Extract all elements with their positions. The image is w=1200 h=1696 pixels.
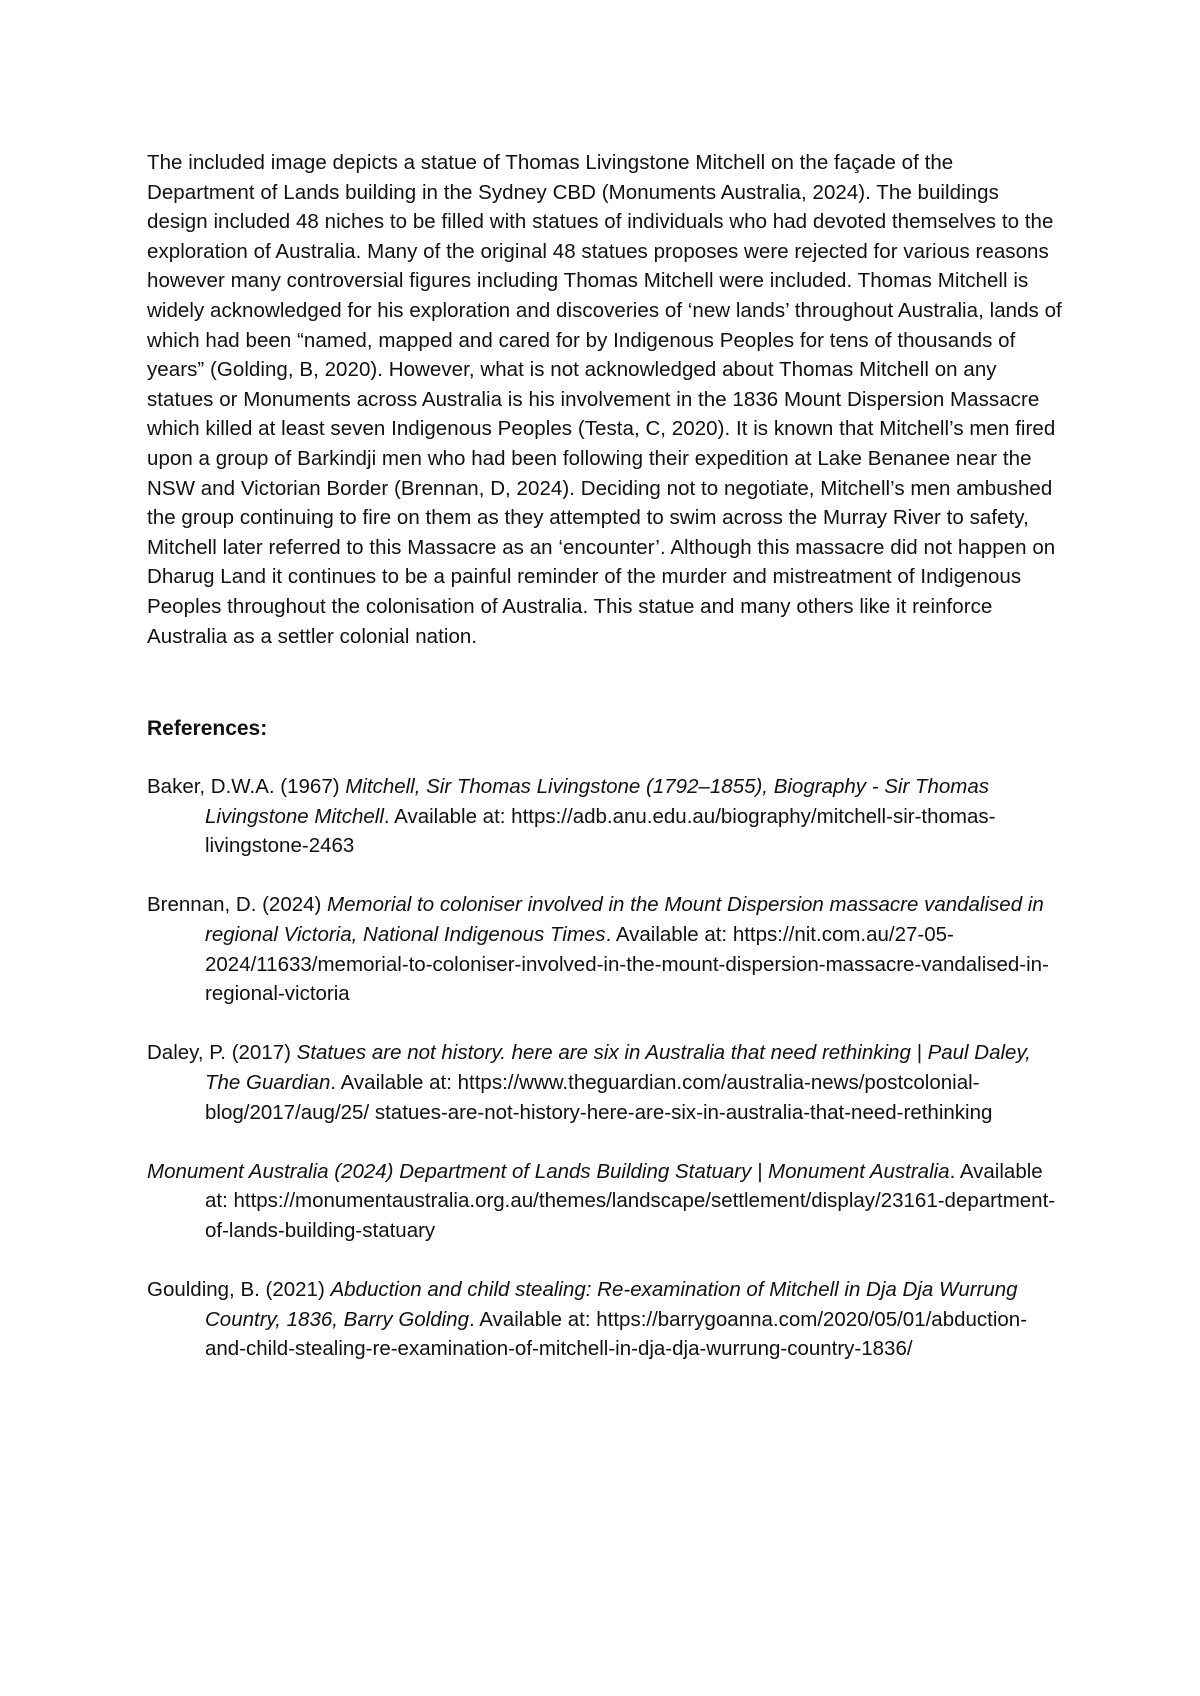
references-list — [147, 772, 1062, 1364]
reference-author: Baker, D.W.A. (1967) — [147, 775, 346, 799]
reference-item-goulding — [147, 1275, 1062, 1364]
document-content — [147, 148, 1062, 1394]
reference-availability: . Available at: https://adb.anu.edu.au/biography/mitchell-sir-thomas-livingstone-2463 — [205, 804, 996, 858]
reference-availability: . Available at: https://monumentaustralia.org.au/themes/landscape/settlement/display/23161-department-of-lands-building-statuary — [205, 1159, 1056, 1242]
reference-availability: . Available at: https://www.theguardian.com/australia-news/postcolonial-blog/2017/aug/25/ statues-are-not-history-here-are-six-in-australia-that-need-rethinking — [205, 1071, 993, 1124]
reference-title: Abduction and child stealing: Re-examination of Mitchell in Dja Dja Wurrung Country, 1836, Barry Golding — [205, 1278, 1018, 1331]
reference-title: Mitchell, Sir Thomas Livingstone (1792–1855), Biography - Sir Thomas Livingstone Mitchell — [205, 775, 990, 828]
reference-title: Statues are not history. here are six in Australia that need rethinking | Paul Daley, The Guardian — [205, 1041, 1031, 1095]
reference-title: Memorial to coloniser involved in the Mount Dispersion massacre vandalised in regional Victoria, National Indigenous Times — [205, 893, 1044, 947]
reference-author: Daley, P. (2017) — [147, 1041, 297, 1065]
reference-availability: . Available at: https://barrygoanna.com/2020/05/01/abduction-and-child-stealing-re-examination-of-mitchell-in-dja-dja-wurrung-country-1836/ — [205, 1307, 1028, 1361]
body-paragraph: The included image depicts a statue of Thomas Livingstone Mitchell on the façade of the Department of Lands building in the Sydney CBD (Monuments Australia, 2024). The buildings design included 48 niches to be filled with statues of individuals who had devoted themselves to the exploration of Australia. Many of the original 48 statues proposes were rejected for various reasons however many controversial figures including Thomas Mitchell were included. Thomas Mitchell is widely acknowledged for his exploration and discoveries of ‘new lands’ throughout Australia, lands of which had been “named, mapped and cared for by Indigenous Peoples for tens of thousands of years” (Golding, B, 2020). However, what is not acknowledged about Thomas Mitchell on any statues or Monuments across Australia is his involvement in the 1836 Mount Dispersion Massacre which killed at least seven Indigenous Peoples (Testa, C, 2020). It is known that Mitchell’s men fired upon a group of Barkindji men who had been following their expedition at Lake Benanee near the NSW and Victorian Border (Brennan, D, 2024). Deciding not to negotiate, Mitchell’s men ambushed the group continuing to fire on them as they attempted to swim across the Murray River to safety, Mitchell later referred to this Massacre as an ‘encounter’. Although this massacre did not happen on Dharug Land it continues to be a painful reminder of the murder and mistreatment of Indigenous Peoples throughout the colonisation of Australia. This statue and many others like it reinforce Australia as a settler colonial nation. — [147, 151, 1062, 648]
reference-availability: . Available at: https://nit.com.au/27-05-2024/11633/memorial-to-coloniser-involved-in-the-mount-dispersion-massacre-vandalised-in-regional-victoria — [205, 923, 1049, 1006]
references-heading: References: — [147, 717, 268, 741]
reference-title: Monument Australia (2024) Department of Lands Building Statuary | Monument Australia — [147, 1159, 950, 1183]
reference-item-baker — [147, 772, 1062, 861]
reference-item-monument-australia — [147, 1157, 1062, 1246]
reference-author: Goulding, B. (2021) — [147, 1278, 331, 1302]
reference-item-daley — [147, 1038, 1062, 1127]
reference-item-brennan — [147, 890, 1062, 1008]
reference-author: Brennan, D. (2024) — [147, 893, 328, 917]
